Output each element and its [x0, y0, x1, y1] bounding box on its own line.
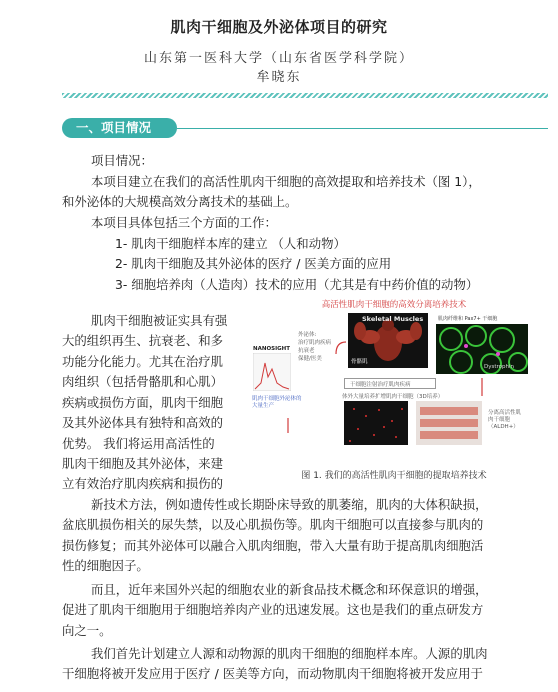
body-text-line: 促进了肌肉干细胞用于细胞培养肉产业的迅速发展。这也是我们的重点研发方 — [62, 602, 484, 617]
wrapped-text-line: 功能分化能力。尤其在治疗肌 — [62, 354, 224, 369]
aldh-label-3: （ALDH+） — [488, 424, 519, 430]
wrapped-text-line: 立有效治疗肌肉疾病和损伤的 — [62, 476, 224, 491]
list-item: 2- 肌肉干细胞及其外泌体的医疗 / 医美方面的应用 — [115, 256, 392, 271]
application-item: 抗衰老 — [298, 348, 315, 354]
body-text-line: 损伤修复；而其外泌体可以融合入肌肉细胞，带入大量有助于提高肌肉细胞活 — [62, 538, 484, 553]
body-text-line: 而且，近年来国外兴起的细胞农业的新食品技术概念和环保意识的增强， — [91, 582, 488, 597]
body-text-line: 项目情况： — [91, 153, 153, 168]
affiliation: 山东第一医科大学（山东省医学科学院） — [143, 51, 414, 66]
application-item: 治疗肌肉疾病 — [298, 340, 332, 346]
injection-label: 干细胞注射治疗肌肉疾病 — [350, 382, 411, 388]
aldh-label-2: 肉干细胞 — [488, 417, 511, 423]
author-name: 牟晓东 — [256, 70, 302, 85]
body-text-line: 和外泌体的大规模高效分离技术的基础上。 — [62, 194, 298, 209]
body-text-line: 盆底肌损伤相关的尿失禁，以及心肌损伤等。肌肉干细胞可以直接参与肌肉的 — [62, 517, 484, 532]
wrapped-text-line: 及其外泌体具有独特和高效的 — [62, 415, 224, 430]
wrapped-text-line: 疾病或损伤方面，肌肉干细胞 — [62, 395, 224, 410]
body-text-line: 本项目具体包括三个方面的工作： — [91, 215, 277, 230]
document-title: 肌肉干细胞及外泌体项目的研究 — [170, 18, 388, 36]
exosome-title: 外泌体: — [298, 332, 317, 338]
figure-title: 高活性肌肉干细胞的高效分离培养技术 — [321, 300, 467, 310]
body-text-line: 本项目建立在我们的高活性肌肉干细胞的高效提取和培养技术（图 1）， — [91, 174, 481, 189]
mass-production-label-2: 大量生产 — [252, 403, 275, 409]
wrapped-text-line: 肌肉干细胞被证实具有强 — [91, 313, 228, 328]
wrapped-text-line: 肌肉干细胞及其外泌体，来建 — [62, 456, 224, 471]
application-item: 保健/医美 — [298, 356, 322, 362]
aldh-label: 分离高活性肌 — [488, 410, 522, 416]
body-text-line: 新技术方法，例如遗传性或长期卧床导致的肌萎缩，肌肉的大体积缺损， — [91, 497, 488, 512]
dystrophin-label: Dystrophin — [484, 364, 515, 370]
section-heading: 一、项目情况 — [62, 118, 177, 138]
skeletal-muscles-label: Skeletal Muscles — [362, 315, 424, 323]
section-heading-line — [177, 128, 548, 129]
muscle-label: 骨骼肌 — [351, 359, 368, 365]
list-item: 1- 肌肉干细胞样本库的建立 （人和动物） — [115, 236, 346, 251]
body-text-line: 性的细胞因子。 — [62, 558, 149, 573]
body-text-line: 我们首先计划建立人源和动物源的肌肉干细胞的细胞样本库。人源的肌肉 — [91, 646, 488, 661]
nanosight-label: NANOSIGHT — [253, 346, 291, 352]
flow-arrows-icon — [248, 298, 540, 456]
decorative-divider — [62, 93, 548, 98]
wrapped-text-line: 大的组织再生、抗衰老、和多 — [62, 333, 224, 348]
body-text-line: 干细胞将被开发应用于医疗 / 医美等方向，而动物肌肉干细胞将被开发应用于 — [62, 666, 483, 681]
list-item: 3- 细胞培养肉（人造肉）技术的应用（尤其是有中药价值的动物） — [115, 277, 479, 292]
figure-1 — [248, 298, 540, 456]
wrapped-text-line: 优势。 我们将运用高活性的 — [62, 436, 215, 451]
wrapped-text-line: 肉组织（包括骨骼肌和心肌） — [62, 374, 224, 389]
body-text-line: 向之一。 — [62, 623, 112, 638]
expansion-label: 体外大量培养扩增肌肉干细胞（3D培养） — [342, 394, 444, 400]
pax7-label: 肌肉纤维和 Pax7+ 干细胞 — [438, 316, 498, 322]
figure-caption: 图 1. 我们的高活性肌肉干细胞的提取培养技术 — [301, 471, 487, 481]
mass-production-label: 肌肉干细胞外泌体的 — [252, 396, 302, 402]
